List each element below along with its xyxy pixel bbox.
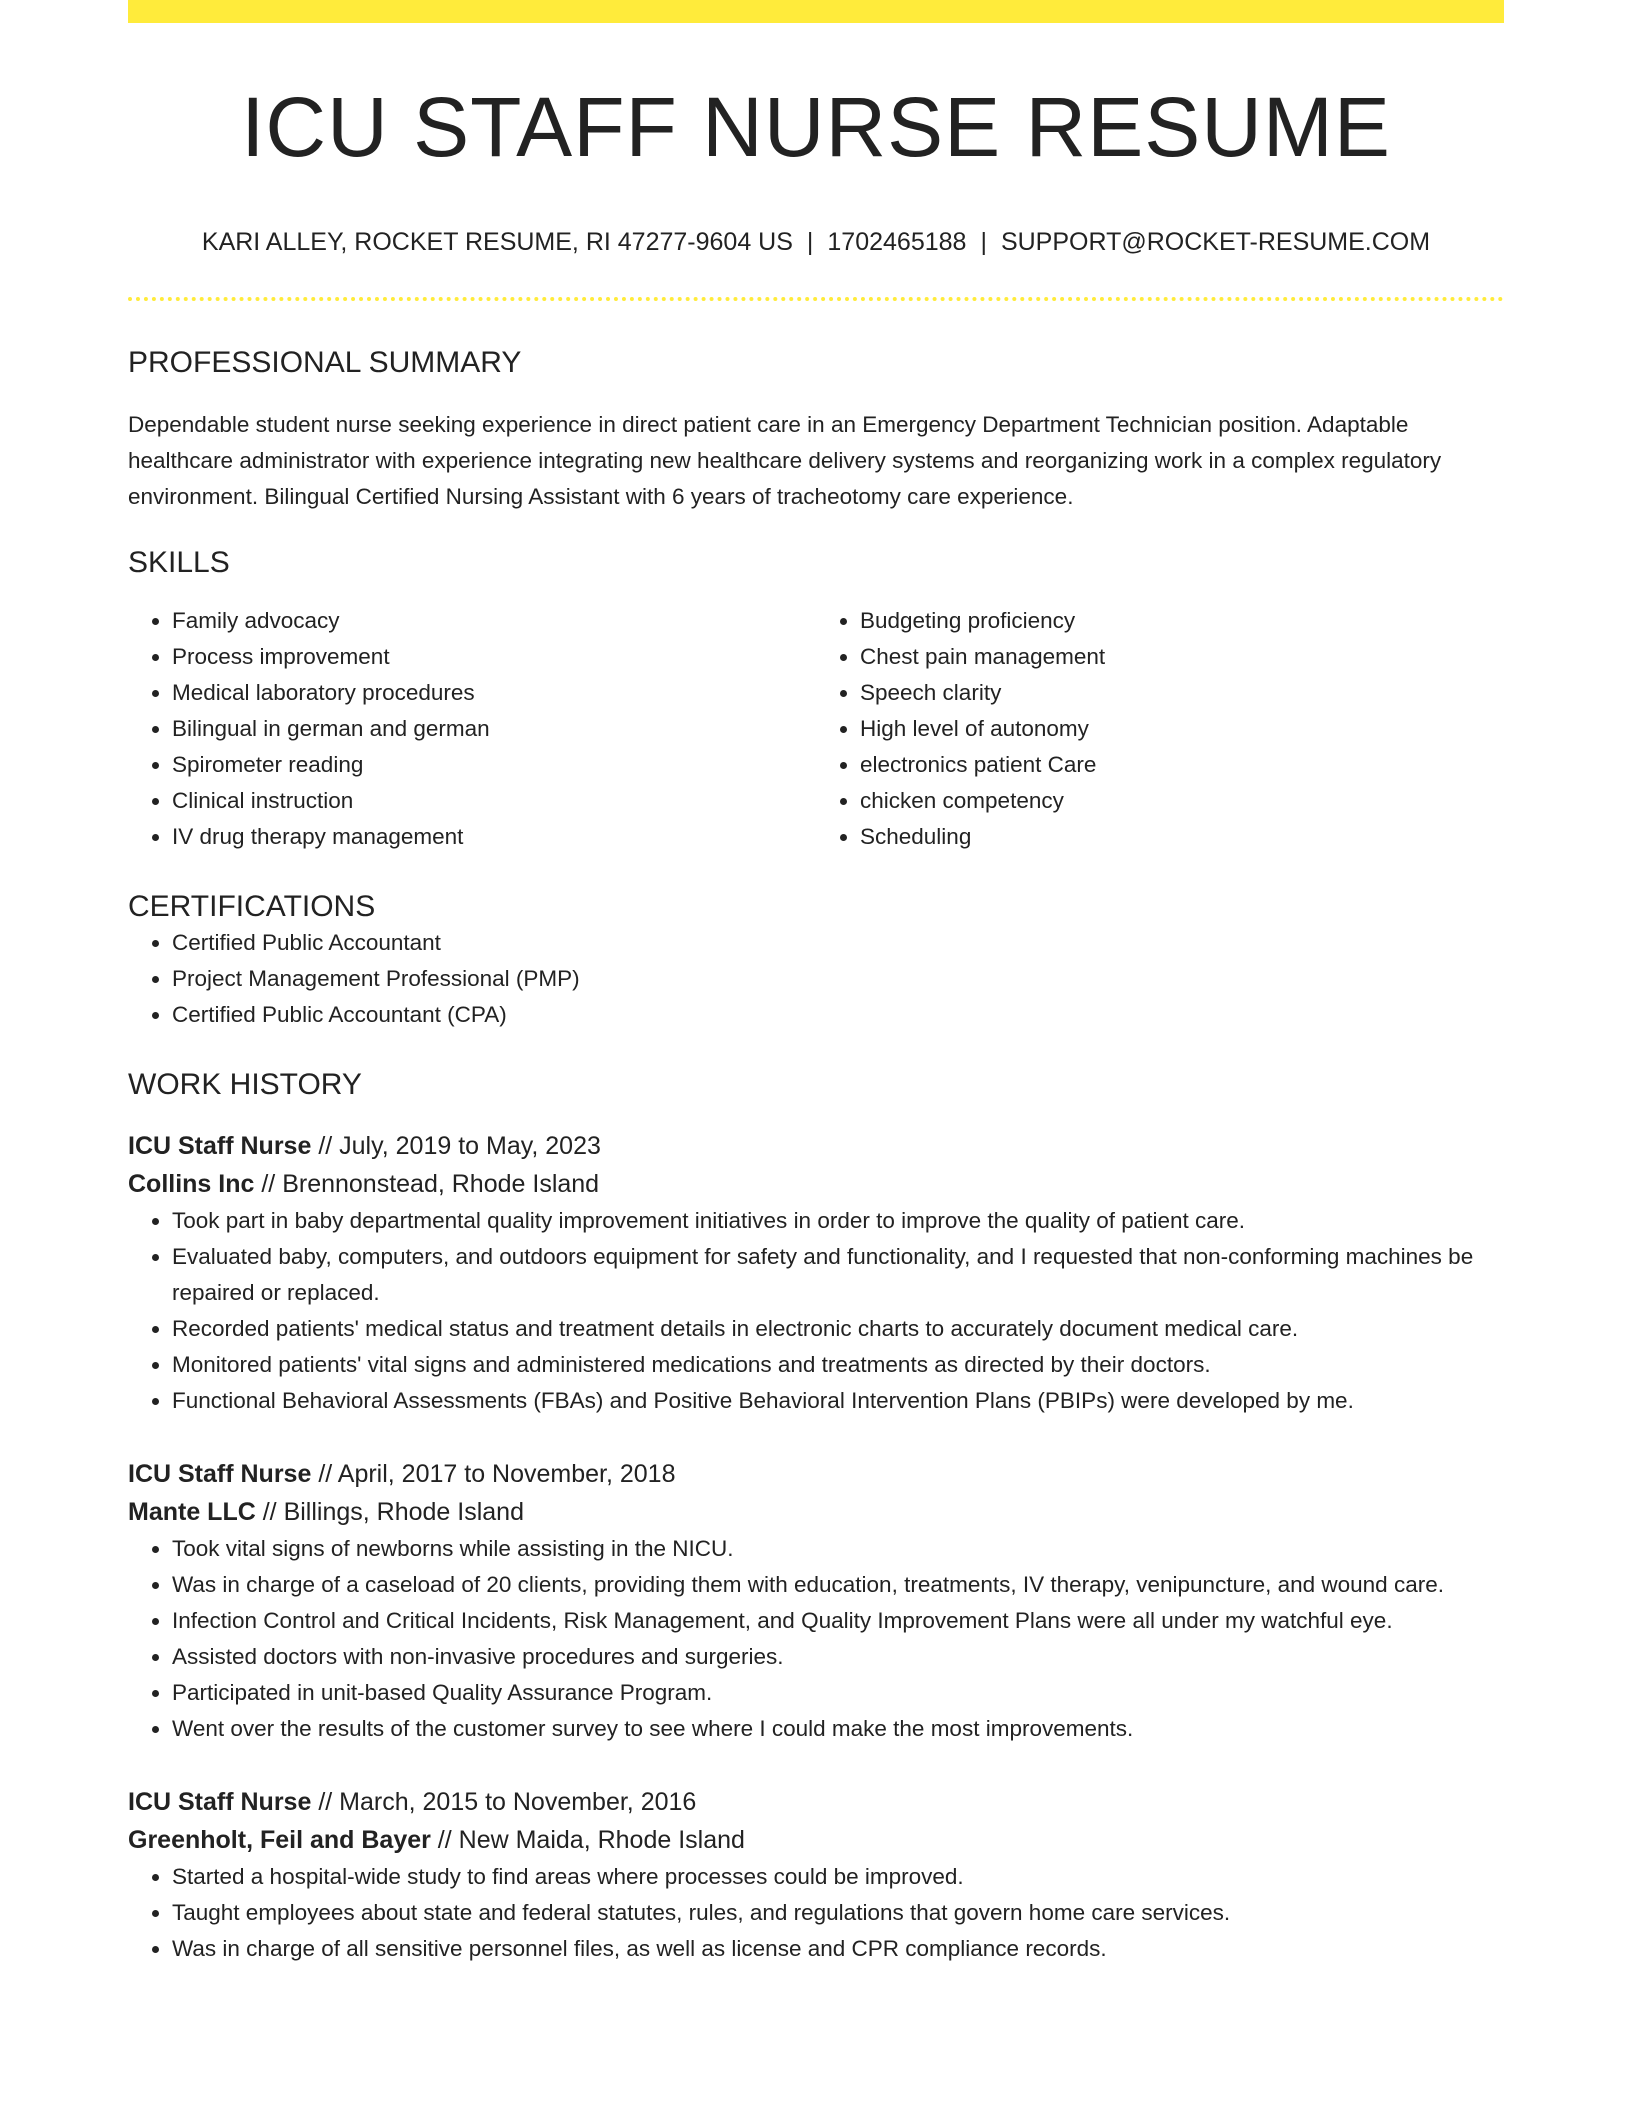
job-bullet: • Took vital signs of newborns while assisting in the NICU. <box>172 1531 1504 1567</box>
resume-page <box>128 0 1504 1967</box>
job-bullet: • Recorded patients' medical status and treatment details in electronic charts to accurately document medical care. <box>172 1311 1504 1347</box>
job-title: ICU Staff Nurse <box>128 1788 312 1817</box>
contact-email: SUPPORT@ROCKET-RESUME.COM <box>1000 228 1431 257</box>
top-accent-bar <box>128 0 1504 23</box>
skill-item: • Chest pain management <box>860 639 1504 675</box>
contact-phone: 1702465188 <box>827 228 967 257</box>
job-bullet: • Participated in unit-based Quality Assurance Program. <box>172 1675 1504 1711</box>
skills-list-left <box>128 603 816 855</box>
job-entry <box>128 1455 1504 1747</box>
skills-grid <box>128 603 1504 855</box>
skill-item: • Process improvement <box>172 639 816 675</box>
job-bullet: • Was in charge of all sensitive personnel files, as well as license and CPR compliance records. <box>172 1931 1504 1967</box>
job-bullet: • Monitored patients' vital signs and administered medications and treatments as directed by their doctors. <box>172 1347 1504 1383</box>
summary-text: Dependable student nurse seeking experience in direct patient care in an Emergency Department Technician position. Adaptable healthcare administrator with experience integrating new healthcare delivery systems and reorganizing work in a complex regulatory environment. Bilingual Certified Nursing Assistant with 6 years of tracheotomy care experience. <box>128 412 1442 510</box>
skills-column-left <box>128 603 816 855</box>
job-bullet: • Assisted doctors with non-invasive procedures and surgeries. <box>172 1639 1504 1675</box>
dotted-divider <box>128 297 1504 301</box>
skill-item: • Clinical instruction <box>172 783 816 819</box>
job-bullet: • Was in charge of a caseload of 20 clients, providing them with education, treatments, IV therapy, venipuncture, and wound care. <box>172 1567 1504 1603</box>
certification-item: • Certified Public Accountant (CPA) <box>172 997 1504 1033</box>
contact-address: KARI ALLEY, ROCKET RESUME, RI 47277-9604 US <box>201 228 793 257</box>
job-bullet: • Taught employees about state and federal statutes, rules, and regulations that govern home care services. <box>172 1895 1504 1931</box>
job-title-line <box>128 1455 1504 1493</box>
job-entry <box>128 1127 1504 1419</box>
job-company: Greenholt, Feil and Bayer <box>128 1826 431 1855</box>
job-bullet: • Started a hospital-wide study to find areas where processes could be improved. <box>172 1859 1504 1895</box>
skills-column-right <box>816 603 1504 855</box>
skill-item: • Family advocacy <box>172 603 816 639</box>
job-bullet: • Took part in baby departmental quality improvement initiatives in order to improve the quality of patient care. <box>172 1203 1504 1239</box>
job-company-line <box>128 1821 1504 1859</box>
skill-item: • electronics patient Care <box>860 747 1504 783</box>
job-company-line <box>128 1165 1504 1203</box>
job-dates: // July, 2019 to May, 2023 <box>311 1132 601 1161</box>
job-dates: // April, 2017 to November, 2018 <box>311 1460 676 1489</box>
job-entry <box>128 1783 1504 1967</box>
contact-separator: | <box>806 228 814 257</box>
job-bullet: • Infection Control and Critical Incidents, Risk Management, and Quality Improvement Plans were all under my watchful eye. <box>172 1603 1504 1639</box>
certification-item: • Project Management Professional (PMP) <box>172 961 1504 997</box>
job-location: // Billings, Rhode Island <box>255 1498 524 1527</box>
contact-line <box>128 227 1504 257</box>
skill-item: • IV drug therapy management <box>172 819 816 855</box>
resume-title: ICU STAFF NURSE RESUME <box>241 80 1391 174</box>
job-bullet: • Evaluated baby, computers, and outdoors equipment for safety and functionality, and I requested that non-conforming machines be repaired or replaced. <box>172 1239 1504 1311</box>
job-bullet-list <box>128 1203 1504 1419</box>
job-bullet: • Went over the results of the customer survey to see where I could make the most improvements. <box>172 1711 1504 1747</box>
certifications-heading: CERTIFICATIONS <box>128 890 376 924</box>
skill-item: • Spirometer reading <box>172 747 816 783</box>
contact-separator: | <box>980 228 987 257</box>
skill-item: • High level of autonomy <box>860 711 1504 747</box>
certification-item: • Certified Public Accountant <box>172 925 1504 961</box>
job-bullet-list <box>128 1531 1504 1747</box>
skills-heading: SKILLS <box>128 546 230 580</box>
job-title-line <box>128 1127 1504 1165</box>
job-company-line <box>128 1493 1504 1531</box>
job-company: Collins Inc <box>128 1170 255 1199</box>
job-bullet-list <box>128 1859 1504 1967</box>
job-title: ICU Staff Nurse <box>128 1460 312 1489</box>
skill-item: • Medical laboratory procedures <box>172 675 816 711</box>
job-title-line <box>128 1783 1504 1821</box>
job-location: // New Maida, Rhode Island <box>430 1826 745 1855</box>
job-title: ICU Staff Nurse <box>128 1132 312 1161</box>
job-dates: // March, 2015 to November, 2016 <box>311 1788 697 1817</box>
skill-item: • Budgeting proficiency <box>860 603 1504 639</box>
skill-item: • Scheduling <box>860 819 1504 855</box>
job-bullet: • Functional Behavioral Assessments (FBAs) and Positive Behavioral Intervention Plans (PBIPs) were developed by me. <box>172 1383 1504 1419</box>
skill-item: • chicken competency <box>860 783 1504 819</box>
skill-item: • Bilingual in german and german <box>172 711 816 747</box>
skills-list-right <box>816 603 1504 855</box>
summary-heading: PROFESSIONAL SUMMARY <box>128 346 522 380</box>
job-company: Mante LLC <box>128 1498 256 1527</box>
job-location: // Brennonstead, Rhode Island <box>254 1170 600 1199</box>
certifications-list <box>128 925 1504 1033</box>
work-history-heading: WORK HISTORY <box>128 1068 362 1102</box>
skill-item: • Speech clarity <box>860 675 1504 711</box>
